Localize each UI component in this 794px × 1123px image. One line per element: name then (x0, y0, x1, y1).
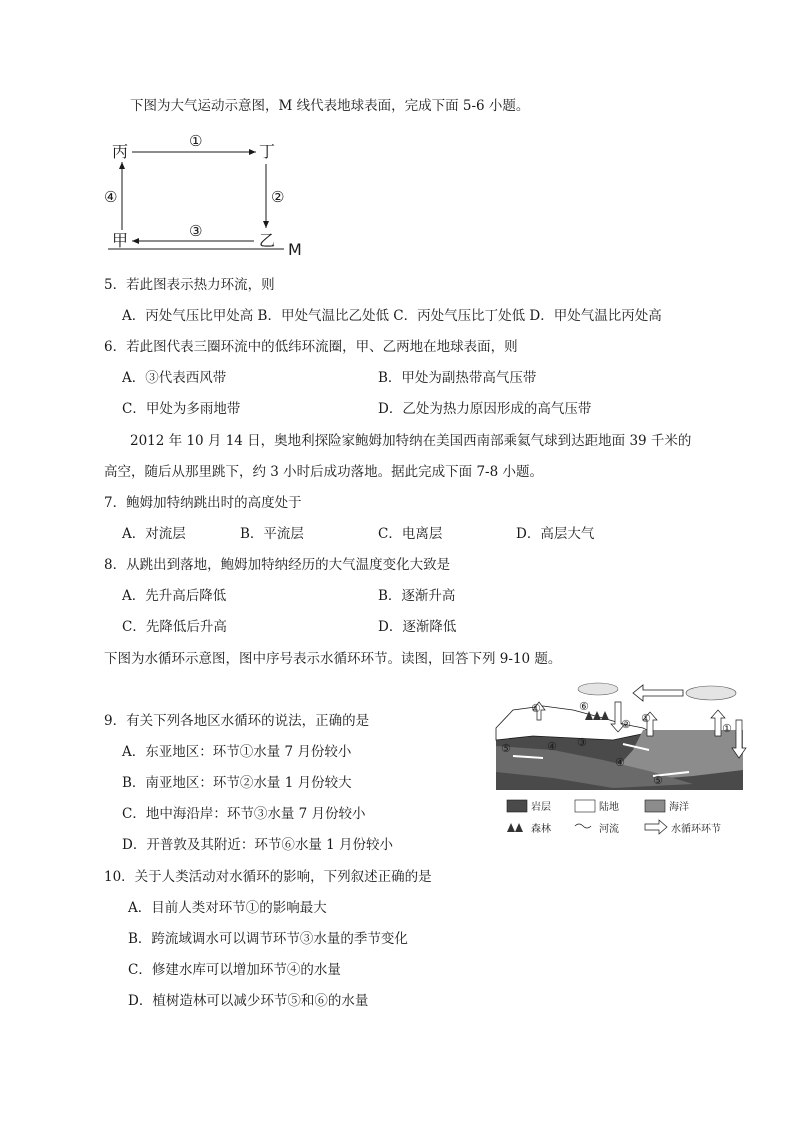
intro-text-9-10: 下图为水循环示意图，图中序号表示水循环环节。读图，回答下列 9-10 题。 (104, 651, 562, 667)
intro-text-7-8-line1: 2012 年 10 月 14 日，奥地利探险家鲍姆加特纳在美国西南部乘氦气球到达距地面 39 千米的 (130, 433, 692, 449)
q8-option-a: A．先升高后降低 (122, 588, 227, 604)
label-ding: 丁 (259, 142, 276, 161)
intro-text-5-6: 下图为大气运动示意图，M 线代表地球表面，完成下面 5-6 小题。 (130, 98, 530, 114)
legend-forest: 森林 (531, 824, 551, 835)
atmosphere-circulation-diagram (104, 128, 314, 263)
legend-land: 陆地 (599, 802, 619, 813)
q6-option-d: D．乙处为热力原因形成的高气压带 (378, 401, 592, 417)
fig2-legend (507, 800, 721, 835)
label-bing: 丙 (112, 142, 129, 161)
fig2-num-4a: ④ (547, 740, 557, 753)
fig2-num-6: ⑥ (579, 700, 589, 713)
legend-land-swatch (575, 800, 595, 812)
legend-rock-swatch (507, 800, 527, 812)
legend-cycle: 水循环环节 (671, 824, 721, 835)
q7-stem: 7．鲍姆加特纳跳出时的高度处于 (104, 495, 302, 511)
fig2-num-1c: ① (722, 722, 732, 735)
arrow-3-label: ③ (189, 222, 203, 240)
q10-stem: 10．关于人类活动对水循环的影响，下列叙述正确的是 (104, 869, 432, 885)
q7-option-d: D．高层大气 (516, 526, 595, 542)
intro-text-7-8-line2: 高空，随后从那里跳下，约 3 小时后成功落地。据此完成下面 7-8 小题。 (104, 464, 543, 480)
legend-forest-icon (507, 823, 523, 832)
fig2-num-1b: ① (641, 712, 651, 725)
legend-ocean-swatch (645, 800, 665, 812)
label-m: M (288, 240, 302, 259)
label-yi: 乙 (259, 231, 276, 250)
q5-options: A．丙处气压比甲处高 B．甲处气温比乙处低 C．丙处气压比丁处低 D．甲处气温比丙处高 (122, 308, 662, 324)
q9-option-c: C．地中海沿岸：环节③水量 7 月份较小 (122, 806, 366, 822)
cloud-left (578, 683, 618, 695)
fig2-num-3: ③ (577, 736, 587, 749)
fig2-num-5a: ⑤ (501, 742, 511, 755)
q8-option-d: D．逐渐降低 (378, 619, 457, 635)
label-jia: 甲 (112, 231, 129, 250)
q10-option-a: A．目前人类对环节①的影响最大 (128, 900, 327, 916)
q7-option-a: A．对流层 (122, 526, 186, 542)
q8-option-c: C．先降低后升高 (122, 619, 227, 635)
q6-option-a: A．③代表西风带 (122, 370, 227, 386)
q10-option-b: B．跨流域调水可以调节环节③水量的季节变化 (128, 931, 408, 947)
q8-stem: 8．从跳出到落地，鲍姆加特纳经历的大气温度变化大致是 (104, 557, 451, 573)
fig2-num-2: ② (621, 718, 631, 731)
q6-option-b: B．甲处为副热带高气压带 (378, 370, 537, 386)
water-cycle-diagram (493, 680, 758, 840)
legend-river-icon (575, 824, 591, 828)
q9-stem: 9．有关下列各地区水循环的说法，正确的是 (104, 713, 370, 729)
fig2-num-1a: ① (531, 702, 541, 715)
arrow-4-label: ④ (104, 188, 118, 206)
q5-stem: 5．若此图表示热力环流，则 (104, 277, 275, 293)
arrow-2-label: ② (271, 188, 285, 206)
legend-ocean: 海洋 (669, 802, 689, 813)
q6-option-c: C．甲处为多雨地带 (122, 401, 241, 417)
q6-stem: 6．若此图代表三圈环流中的低纬环流圈，甲、乙两地在地球表面，则 (104, 339, 518, 355)
legend-river: 河流 (599, 824, 619, 835)
cloud-right (686, 686, 736, 700)
q10-option-d: D．植树造林可以减少环节⑤和⑥的水量 (128, 993, 369, 1009)
q7-option-c: C．电离层 (378, 526, 443, 542)
q9-option-d: D．开普敦及其附近：环节⑥水量 1 月份较小 (122, 837, 393, 853)
legend-rock: 岩层 (531, 802, 551, 813)
q10-option-c: C．修建水库可以增加环节④的水量 (128, 962, 341, 978)
arrow-1-label: ① (189, 132, 203, 150)
q9-option-a: A．东亚地区：环节①水量 7 月份较小 (122, 744, 352, 760)
fig2-num-5b: ⑤ (653, 774, 663, 787)
fig2-num-4b: ④ (615, 756, 625, 769)
transport-arrow (633, 685, 683, 701)
q7-option-b: B．平流层 (240, 526, 304, 542)
legend-cycle-icon (645, 820, 667, 834)
q8-option-b: B．逐渐升高 (378, 588, 456, 604)
q9-option-b: B．南亚地区：环节②水量 1 月份较大 (122, 775, 352, 791)
